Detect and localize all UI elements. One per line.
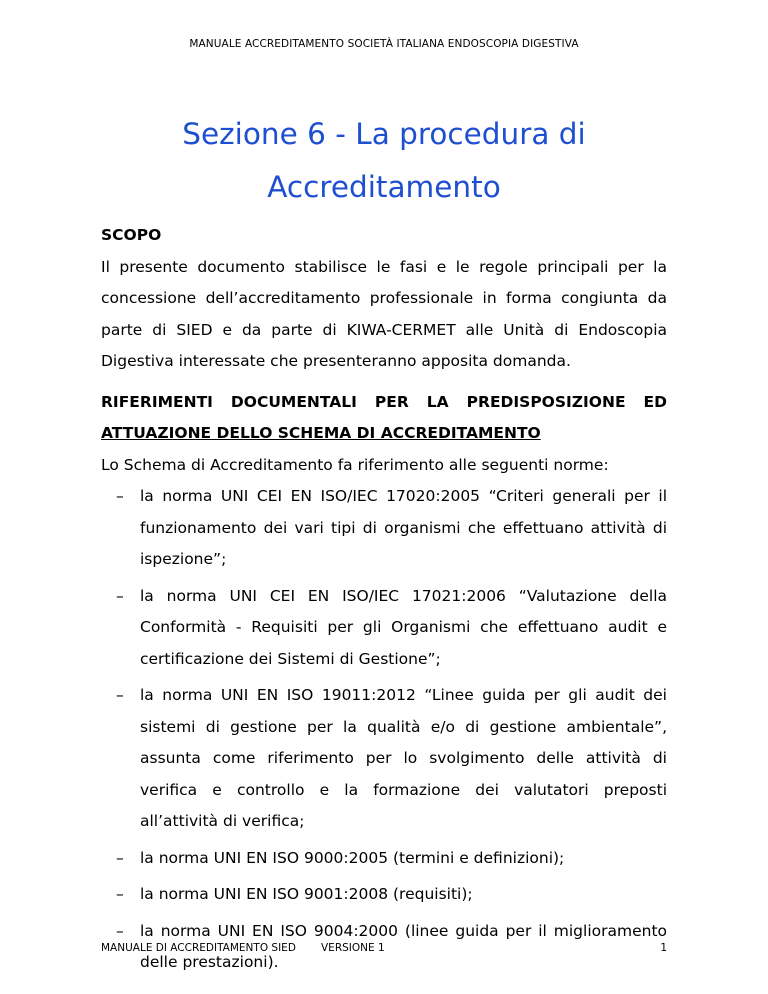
- list-item-text: la norma UNI CEI EN ISO/IEC 17021:2006 “Valutazione della Conformità - Requisiti per gli Organismi che effettuano audit e certificazione dei Sistemi di Gestione”;: [140, 586, 667, 668]
- dash-bullet-icon: –: [116, 586, 124, 605]
- list-item: [101, 879, 667, 911]
- list-item-text: la norma UNI EN ISO 9000:2005 (termini e definizioni);: [140, 848, 565, 867]
- list-item: [101, 843, 667, 875]
- list-item: [101, 481, 667, 576]
- dash-bullet-icon: –: [116, 487, 124, 505]
- list-item: [101, 581, 667, 676]
- dash-bullet-icon: –: [116, 921, 124, 940]
- riferimenti-heading-part-1: RIFERIMENTI DOCUMENTALI PER LA PREDISPOSIZIONE ED: [101, 392, 667, 411]
- page-title-line-1: Sezione 6 - La procedura di: [182, 117, 586, 151]
- scopo-paragraph: Il presente documento stabilisce le fasi e le regole principali per la concessione dell’accreditamento professionale in forma congiunta da parte di SIED e da parte di KIWA-CERMET alle Unità di Endoscopia Digestiva interessate che presenteranno apposita domanda.: [101, 257, 667, 370]
- riferimenti-intro: Lo Schema di Accreditamento fa riferimento alle seguenti norme:: [101, 455, 609, 474]
- riferimenti-heading: [101, 387, 667, 450]
- list-item-text: la norma UNI EN ISO 9001:2008 (requisiti);: [140, 885, 473, 903]
- norms-list: [101, 481, 667, 979]
- dash-bullet-icon: –: [116, 848, 124, 867]
- running-header: MANUALE ACCREDITAMENTO SOCIETÀ ITALIANA ENDOSCOPIA DIGESTIVA: [189, 38, 579, 50]
- list-item-text: la norma UNI EN ISO 9004:2000 (linee guida per il miglioramento delle prestazioni).: [140, 921, 667, 971]
- list-item: [101, 680, 667, 838]
- scopo-heading: SCOPO: [101, 226, 162, 244]
- list-item-text: la norma UNI CEI EN ISO/IEC 17020:2005 “Criteri generali per il funzionamento dei vari tipi di organismi che effettuano attività di ispezione”;: [140, 487, 667, 568]
- riferimenti-heading-part-2: ATTUAZIONE DELLO SCHEMA DI ACCREDITAMENTO: [101, 424, 541, 442]
- dash-bullet-icon: –: [116, 885, 124, 903]
- page-title-line-2: Accreditamento: [267, 170, 501, 204]
- dash-bullet-icon: –: [116, 686, 124, 704]
- section-spacer: [101, 378, 667, 387]
- page-title: [100, 108, 668, 214]
- list-item-text: la norma UNI EN ISO 19011:2012 “Linee guida per gli audit dei sistemi di gestione per la qualità e/o di gestione ambientale”, assunta come riferimento per lo svolgimento delle attività di verifica e controllo e la formazione dei valutatori preposti all’attività di verifica;: [140, 686, 667, 830]
- document-body: [101, 220, 667, 984]
- footer-version: VERSIONE 1: [321, 942, 385, 954]
- page-number: 1: [660, 942, 667, 954]
- footer-manual-name: MANUALE DI ACCREDITAMENTO SIED: [101, 942, 296, 954]
